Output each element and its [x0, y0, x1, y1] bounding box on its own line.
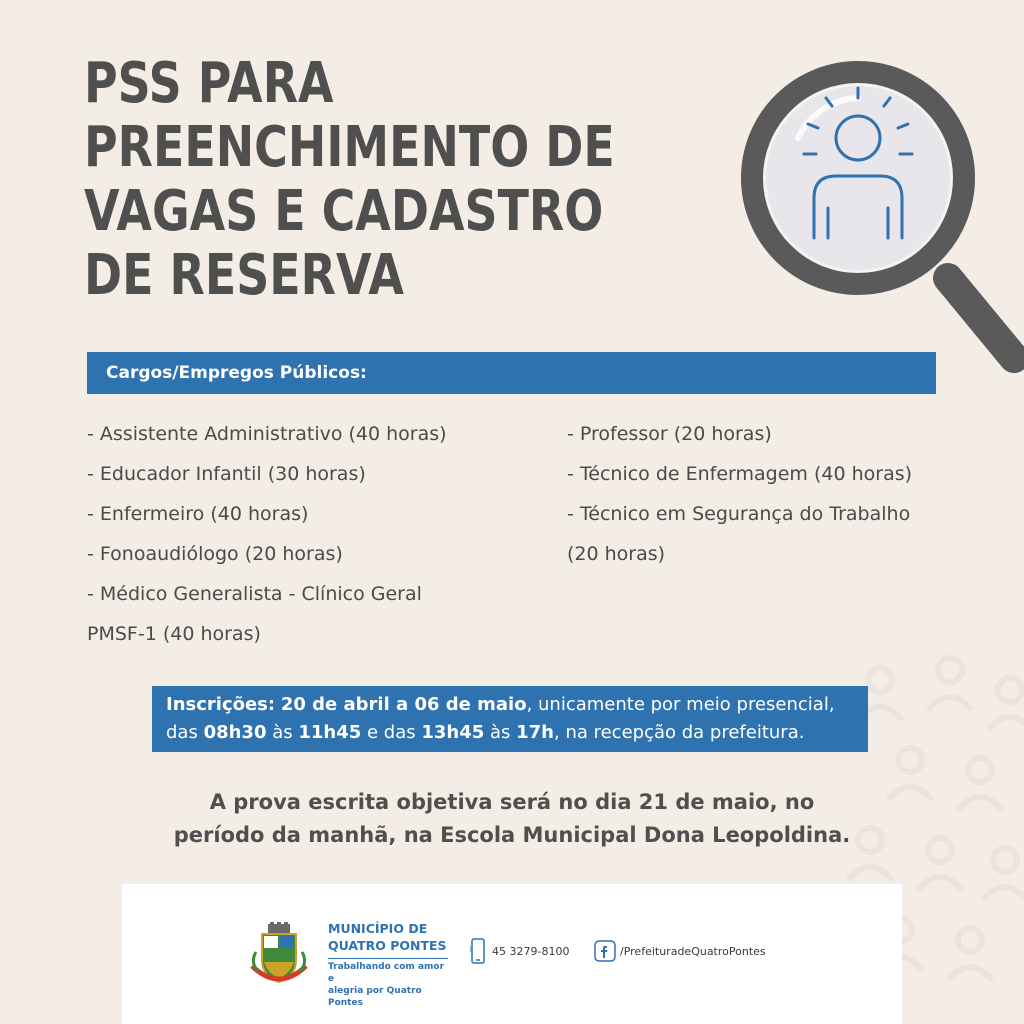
list-item: (20 horas) — [567, 543, 666, 565]
time: 17h — [516, 722, 554, 743]
time: 11h45 — [298, 722, 362, 743]
inscricoes-text: , na recepção da prefeitura. — [554, 722, 805, 743]
magnifier-person-icon — [738, 58, 1024, 378]
phone-number: 45 3279-8100 — [492, 945, 570, 958]
inscricoes-text: e das — [361, 722, 422, 743]
inscricoes-label: Inscrições: — [166, 694, 276, 715]
time: 08h30 — [203, 722, 267, 743]
list-item: - Assistente Administrativo (40 horas) — [87, 423, 447, 445]
footer — [122, 884, 902, 1024]
list-item: - Fonoaudiólogo (20 horas) — [87, 543, 343, 565]
list-item: - Médico Generalista - Clínico Geral — [87, 583, 422, 605]
inscricoes-line-1 — [166, 691, 856, 719]
title-line: DE RESERVA — [84, 243, 404, 308]
crest-icon — [248, 922, 310, 990]
list-item: - Enfermeiro (40 horas) — [87, 503, 309, 525]
inscricoes-text: às — [484, 722, 517, 743]
title-line: PSS PARA — [84, 51, 334, 116]
slogan-line: Trabalhando com amor e — [328, 962, 445, 984]
page-title — [84, 51, 615, 308]
title-line: PREENCHIMENTO DE — [84, 115, 615, 180]
inscricoes-text: das — [166, 722, 204, 743]
prova-line: A prova escrita objetiva será no dia 21 de maio, no — [209, 790, 815, 814]
municipality-name-line: QUATRO PONTES — [328, 938, 447, 953]
prova-line: período da manhã, na Escola Municipal Dona Leopoldina. — [173, 823, 851, 847]
inscricoes-dates: 20 de abril a 06 de maio — [280, 694, 527, 715]
cargos-list-left — [87, 414, 547, 654]
cargos-heading: Cargos/Empregos Públicos: — [87, 352, 936, 394]
inscricoes-box — [152, 686, 868, 752]
list-item: PMSF-1 (40 horas) — [87, 623, 261, 645]
phone-icon — [470, 938, 486, 964]
facebook-icon — [594, 940, 616, 962]
list-item: - Educador Infantil (30 horas) — [87, 463, 366, 485]
municipality-name — [328, 920, 447, 954]
cargos-list-right — [567, 414, 997, 574]
time: 13h45 — [421, 722, 485, 743]
slogan-line: alegria por Quatro Pontes — [328, 986, 422, 1008]
inscricoes-text: , unicamente por meio presencial, — [526, 694, 835, 715]
list-item: - Técnico de Enfermagem (40 horas) — [567, 463, 913, 485]
title-line: VAGAS E CADASTRO — [84, 179, 604, 244]
list-item: - Técnico em Segurança do Trabalho — [567, 503, 911, 525]
prova-info — [0, 786, 1024, 852]
list-item: - Professor (20 horas) — [567, 423, 772, 445]
facebook-handle[interactable]: /PrefeituradeQuatroPontes — [620, 945, 766, 958]
inscricoes-text: às — [266, 722, 299, 743]
municipality-name-line: MUNICÍPIO DE — [328, 921, 428, 936]
inscricoes-line-2 — [166, 719, 856, 747]
municipality-slogan — [328, 958, 448, 1009]
